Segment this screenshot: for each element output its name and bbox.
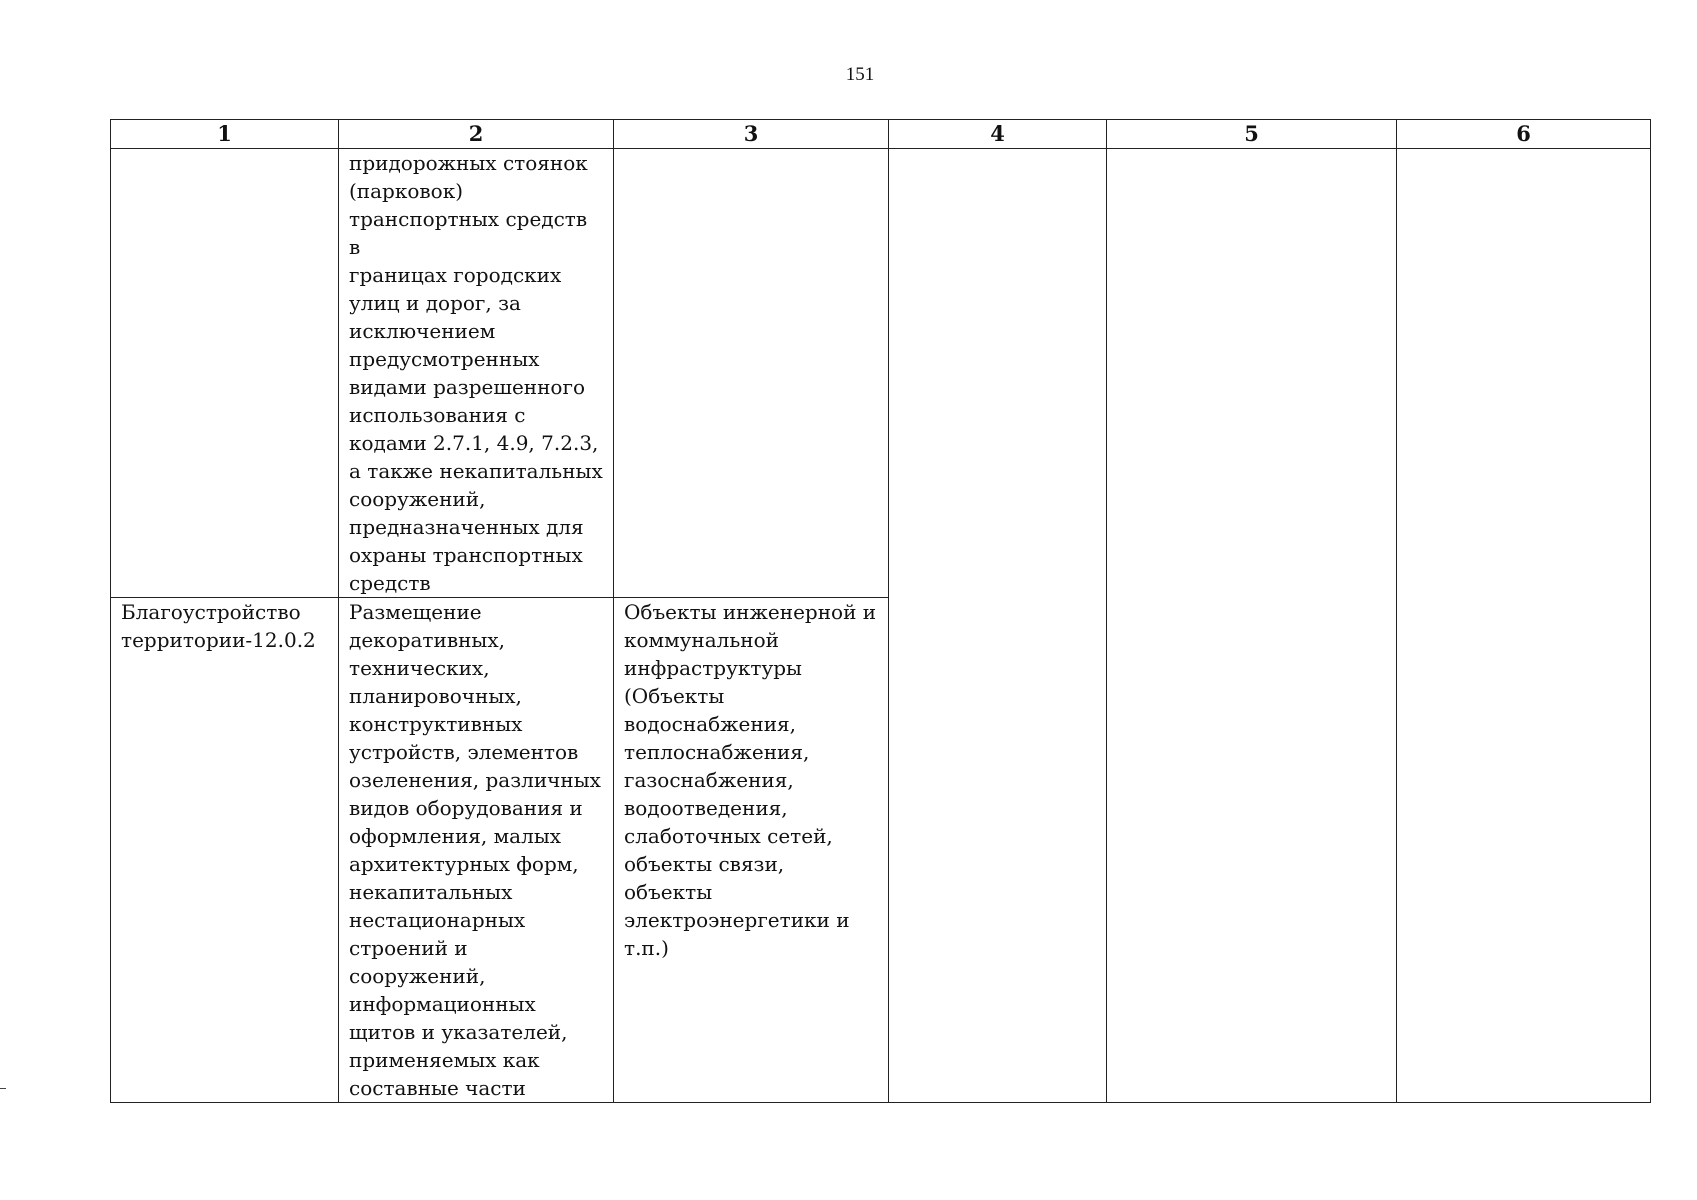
table-header-row	[111, 120, 1651, 149]
scan-artifact-mark	[0, 1088, 6, 1089]
row1-use-type-cell	[111, 149, 339, 598]
table-row	[111, 149, 1651, 598]
row2-use-type-cell: Благоустройство территории-12.0.2	[111, 598, 339, 1103]
header-col-4: 4	[889, 120, 1107, 149]
header-col-1: 1	[111, 120, 339, 149]
row1-auxiliary-cell	[614, 149, 889, 598]
col5-merged-cell	[1107, 149, 1397, 1103]
header-col-3: 3	[614, 120, 889, 149]
regulations-table	[110, 119, 1651, 1103]
row2-auxiliary-cell: Объекты инженерной и коммунальной инфраструктуры (Объекты водоснабжения, теплоснабжения, газоснабжения, водоотведения, слаботочных сетей, объекты связи, объекты электроэнергетики и т.п.)	[614, 598, 889, 1103]
col6-merged-cell	[1397, 149, 1651, 1103]
header-col-6: 6	[1397, 120, 1651, 149]
row1-description-cell: придорожных стоянок (парковок) транспортных средств в границах городских улиц и дорог, за исключением предусмотренных видами разрешенного использования с кодами 2.7.1, 4.9, 7.2.3, а также некапитальных сооружений, предназначенных для охраны транспортных средств	[339, 149, 614, 598]
page-number: 151	[845, 64, 875, 85]
header-col-2: 2	[339, 120, 614, 149]
col4-merged-cell	[889, 149, 1107, 1103]
header-col-5: 5	[1107, 120, 1397, 149]
row2-description-cell: Размещение декоративных, технических, планировочных, конструктивных устройств, элементов озеленения, различных видов оборудования и оформления, малых архитектурных форм, некапитальных нестационарных строений и сооружений, информационных щитов и указателей, применяемых как составные части	[339, 598, 614, 1103]
